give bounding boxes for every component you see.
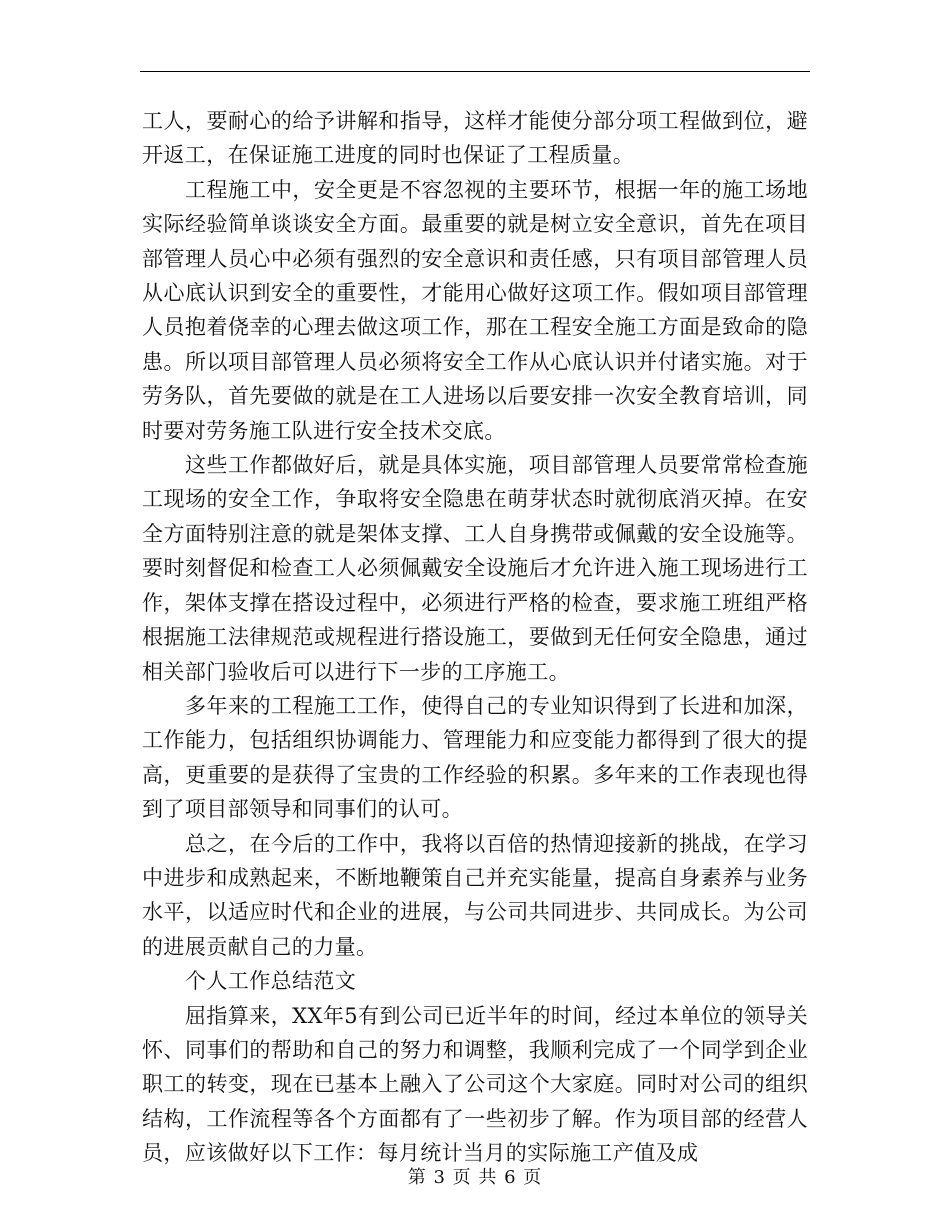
paragraph: 总之，在今后的工作中，我将以百倍的热情迎接新的挑战，在学习中进步和成熟起来，不断地鞭策自己并充实能量，提高自身素养与业务水平，以适应时代和企业的进展，与公司共同进步、共同成长。为公司的进展贡献自己的力量。 [142,831,808,959]
paragraph: 这些工作都做好后，就是具体实施，项目部管理人员要常常检查施工现场的安全工作，争取将安全隐患在萌芽状态时就彻底消灭掉。在安全方面特别注意的就是架体支撑、工人自身携带或佩戴的安全设施等。要时刻督促和检查工人必须佩戴安全设施后才允许进入施工现场进行工作，架体支撑在搭设过程中，必须进行严格的检查，要求施工班组严格根据施工法律规范或规程进行搭设施工，要做到无任何安全隐患，通过相关部门验收后可以进行下一步的工序施工。 [142,453,808,684]
section-heading: 个人工作总结范文 [185,969,357,994]
paragraph: 工人，要耐心的给予讲解和指导，这样才能使分部分项工程做到位，避开返工，在保证施工进度的同时也保证了工程质量。 [142,109,808,168]
paragraph: 多年来的工程施工工作，使得自己的专业知识得到了长进和加深，工作能力，包括组织协调能力、管理能力和应变能力都得到了很大的提高，更重要的是获得了宝贵的工作经验的积累。多年来的工作表现也得到了项目部领导和同事们的认可。 [142,693,808,822]
page-number-footer: 第 3 页 共 6 页 [407,1167,543,1188]
header-rule [140,71,810,72]
paragraph: 屈指算来，XX年5有到公司已近半年的时间，经过本单位的领导关怀、同事们的帮助和自己的努力和调整，我顺利完成了一个同学到企业职工的转变，现在已基本上融入了公司这个大家庭。同时对公司的组织结构，工作流程等各个方面都有了一些初步了解。作为项目部的经营人员，应该做好以下工作：每月统计当月的实际施工产值及成 [142,1003,808,1166]
paragraph: 工程施工中，安全更是不容忽视的主要环节，根据一年的施工场地实际经验简单谈谈安全方面。最重要的就是树立安全意识，首先在项目部管理人员心中必须有强烈的安全意识和责任感，只有项目部管理人员从心底认识到安全的重要性，才能用心做好这项工作。假如项目部管理人员抱着侥幸的心理去做这项工作，那在工程安全施工方面是致命的隐患。所以项目部管理人员必须将安全工作从心底认识并付诸实施。对于劳务队，首先要做的就是在工人进场以后要安排一次安全教育培训，同时要对劳务施工队进行安全技术交底。 [142,177,808,443]
document-body [142,104,808,1171]
